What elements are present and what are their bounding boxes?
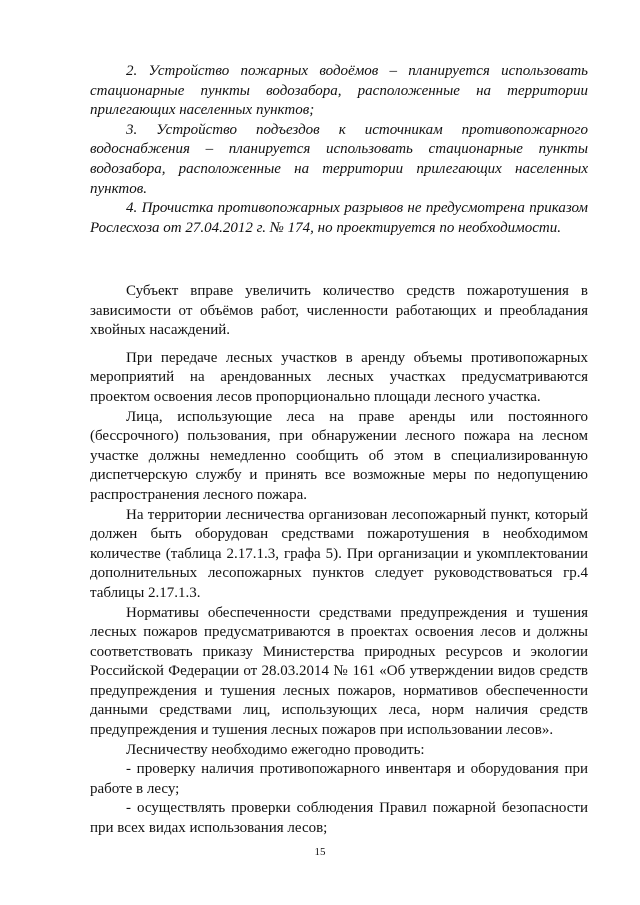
paragraph-fire-report: Лица, использующие леса на праве аренды или постоянного (бессрочного) пользования, при обнаружении лесного пожара на лесном участке должны немедленно сообщить об этом в специализированную диспетчерскую службу и принять все возможные меры по недопущению распространения лесного пожара. bbox=[90, 408, 588, 503]
paragraph-annual-tasks: Лесничеству необходимо ежегодно проводить: bbox=[126, 741, 425, 758]
paragraph-lease: При передаче лесных участков в аренду объемы противопожарных мероприятий на арендованных лесных участках предусматриваются проектом освоения лесов пропорционально площади лесного участка. bbox=[90, 349, 588, 405]
paragraph-subject: Субъект вправе увеличить количество средств пожаротушения в зависимости от объёмов работ, численности работающих и преобладания хвойных насаждений. bbox=[90, 283, 588, 339]
body-text bbox=[90, 282, 588, 839]
paragraph-fire-station: На территории лесничества организован лесопожарный пункт, который должен быть оборудован средствами пожаротушения в необходимом количестве (таблица 2.17.1.3, графа 5). При организации и укомплектовании дополнительных лесопожарных пунктов следует руководствоваться гр.4 таблицы 2.17.1.3. bbox=[90, 506, 588, 601]
italic-item-4: 4. Прочистка противопожарных разрывов не предусмотрена приказом Рослесхоза от 27.04.2012 г. № 174, но проектируется по необходимости. bbox=[90, 200, 588, 236]
list-item-safety-check: - осуществлять проверки соблюдения Правил пожарной безопасности при всех видах использования лесов; bbox=[90, 800, 588, 837]
italic-item-2: 2. Устройство пожарных водоёмов – планируется использовать стационарные пункты водозабора, расположенные на территории прилегающих населенных пунктов; bbox=[90, 63, 588, 119]
paragraph-norms: Нормативы обеспеченности средствами предупреждения и тушения лесных пожаров предусматриваются в проектах освоения лесов и должны соответствовать приказу Министерства природных ресурсов и экологии Российской Федерации от 28.03.2014 № 161 «Об утверждении видов средств предупреждения и тушения лесных пожаров, нормативов обеспеченности данными средствами лиц, использующих леса, норм наличия средств предупреждения и тушения лесных пожаров при использовании лесов». bbox=[90, 604, 588, 739]
italic-item-3: 3. Устройство подъездов к источникам противопожарного водоснабжения – планируется использовать стационарные пункты водозабора, расположенные на территории прилегающих населенных пунктов. bbox=[90, 121, 588, 197]
list-item-inventory-check: - проверку наличия противопожарного инвентаря и оборудования при работе в лесу; bbox=[90, 761, 588, 797]
page-number: 15 bbox=[314, 846, 326, 858]
italic-list bbox=[90, 62, 588, 238]
